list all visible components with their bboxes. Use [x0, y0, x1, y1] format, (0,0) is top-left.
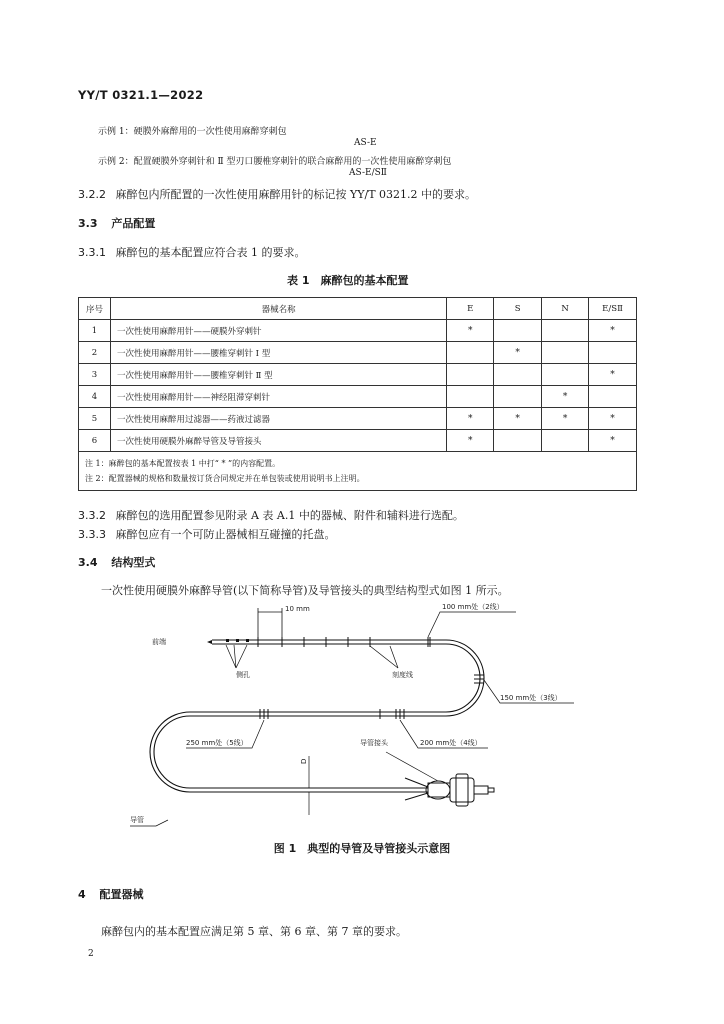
label-scale-line: 刻度线	[392, 671, 413, 679]
table-row	[79, 408, 637, 430]
catheter-outer-line	[154, 640, 484, 788]
header-s: S	[494, 298, 542, 320]
label-connector: 导管接头	[360, 739, 388, 747]
catheter-connector	[405, 774, 494, 806]
cell-n	[542, 342, 589, 364]
catheter-tube	[150, 640, 484, 792]
cell-no: 4	[79, 386, 111, 408]
label-200mm: 200 mm处（4线）	[420, 739, 482, 747]
leader-side-hole	[236, 645, 247, 668]
cell-e	[447, 386, 494, 408]
example-1-code: AS-E	[354, 138, 377, 148]
cell-e: *	[447, 430, 494, 452]
cell-n: *	[542, 386, 589, 408]
cell-no: 5	[79, 408, 111, 430]
cell-n	[542, 364, 589, 386]
clause-title: 产品配置	[111, 217, 156, 230]
label-tip: 前端	[152, 638, 166, 646]
cell-e	[447, 364, 494, 386]
cell-name: 一次性使用麻醉用针——神经阻滞穿刺针	[110, 386, 446, 408]
clause-3-3-heading	[78, 215, 155, 231]
label-150mm: 150 mm处（3线）	[500, 694, 562, 702]
label-diameter: D	[300, 758, 308, 764]
clause-number: 3.3.2	[78, 509, 106, 522]
dimension-10mm	[258, 608, 282, 638]
table-row	[79, 364, 637, 386]
cell-es: *	[589, 320, 637, 342]
section-4-paragraph: 麻醉包内的基本配置应满足第 5 章、第 6 章、第 7 章的要求。	[101, 925, 407, 938]
connector-body-line	[405, 793, 428, 800]
cell-es: *	[589, 430, 637, 452]
section-title: 配置器械	[99, 888, 144, 901]
label-side-hole: 侧孔	[236, 671, 250, 679]
cell-e: *	[447, 320, 494, 342]
label-100mm: 100 mm处（2线）	[442, 603, 504, 611]
table-row	[79, 430, 637, 452]
cell-name: 一次性使用硬膜外麻醉导管及导管接头	[110, 430, 446, 452]
table-note-1: 注 1：麻醉包的基本配置按表 1 中打“ * ”的内容配置。	[79, 452, 637, 472]
section-4-heading	[78, 886, 144, 902]
cell-no: 2	[79, 342, 111, 364]
label-catheter: 导管	[130, 816, 144, 824]
scale-marks	[258, 637, 484, 719]
connector-body	[428, 783, 450, 797]
cell-n	[542, 430, 589, 452]
cell-es: *	[589, 364, 637, 386]
clause-number: 3.3.1	[78, 246, 106, 259]
cell-es	[589, 342, 637, 364]
cell-s	[494, 320, 542, 342]
cell-no: 1	[79, 320, 111, 342]
clause-number: 3.3.3	[78, 528, 106, 541]
page-number: 2	[88, 949, 94, 959]
cell-no: 6	[79, 430, 111, 452]
label-10mm: 10 mm	[285, 605, 310, 613]
table-note-row	[79, 452, 637, 472]
table-header-row	[79, 298, 637, 320]
connector-body-line	[405, 778, 428, 787]
cell-s	[494, 430, 542, 452]
cell-e: *	[447, 408, 494, 430]
clause-3-3-3	[78, 526, 336, 542]
side-hole	[246, 639, 249, 642]
cell-s: *	[494, 408, 542, 430]
table-row	[79, 342, 637, 364]
cell-name: 一次性使用麻醉用针——硬膜外穿刺针	[110, 320, 446, 342]
clause-text: 麻醉包应有一个可防止器械相互碰撞的托盘。	[115, 528, 336, 541]
table-row	[79, 320, 637, 342]
header-es: E/SⅡ	[589, 298, 637, 320]
table-caption: 表 1 麻醉包的基本配置	[287, 274, 409, 287]
clause-text: 麻醉包内所配置的一次性使用麻醉用针的标记按 YY/T 0321.2 中的要求。	[115, 188, 477, 201]
connector-cap	[450, 778, 474, 802]
table-note-2: 注 2：配置器械的规格和数量按订货合同规定并在单包装或使用说明书上注明。	[79, 471, 637, 491]
header-e: E	[447, 298, 494, 320]
figure-caption: 图 1 典型的导管及导管接头示意图	[273, 842, 451, 855]
header-n: N	[542, 298, 589, 320]
side-hole	[226, 639, 229, 642]
clause-number: 3.2.2	[78, 188, 106, 201]
table-row	[79, 386, 637, 408]
cell-no: 3	[79, 364, 111, 386]
cell-name: 一次性使用麻醉用针——腰椎穿刺针 Ⅰ 型	[110, 342, 446, 364]
cell-s: *	[494, 342, 542, 364]
cell-s	[494, 386, 542, 408]
side-hole	[236, 639, 239, 642]
catheter-diagram	[0, 595, 724, 835]
header-no: 序号	[79, 298, 111, 320]
clause-3-3-2	[78, 507, 464, 523]
cell-e	[447, 342, 494, 364]
leader-100mm	[428, 612, 516, 637]
section-number: 4	[78, 888, 86, 901]
config-table	[78, 297, 637, 491]
label-250mm: 250 mm处（5线）	[186, 739, 248, 747]
example-2-code: AS-E/SⅡ	[349, 168, 387, 178]
catheter-tip	[207, 640, 212, 644]
cell-s	[494, 364, 542, 386]
clause-text: 麻醉包的选用配置参见附录 A 表 A.1 中的器械、附件和辅料进行选配。	[115, 509, 464, 522]
catheter-inner-line	[150, 644, 480, 792]
cell-n: *	[542, 408, 589, 430]
cell-name: 一次性使用麻醉用过滤器——药液过滤器	[110, 408, 446, 430]
clause-3-2-2	[78, 186, 476, 202]
example-1-text: 示例 1：硬膜外麻醉用的一次性使用麻醉穿刺包	[98, 127, 287, 137]
connector-luer	[474, 786, 488, 794]
standard-number: YY/T 0321.1—2022	[78, 88, 204, 102]
table-note-row	[79, 471, 637, 491]
header-name: 器械名称	[110, 298, 446, 320]
connector-nut	[456, 774, 468, 806]
clause-text: 麻醉包的基本配置应符合表 1 的要求。	[115, 246, 306, 259]
cell-n	[542, 320, 589, 342]
leader-connector	[386, 752, 438, 781]
cell-es	[589, 386, 637, 408]
clause-title: 结构型式	[111, 556, 156, 569]
cell-es: *	[589, 408, 637, 430]
clause-number: 3.4	[78, 556, 98, 569]
clause-3-4-heading	[78, 554, 155, 570]
clause-3-4-paragraph: 一次性使用硬膜外麻醉导管(以下简称导管)及导管接头的典型结构型式如图 1 所示。	[101, 584, 509, 597]
cell-name: 一次性使用麻醉用针——腰椎穿刺针 Ⅱ 型	[110, 364, 446, 386]
connector-tip	[488, 788, 494, 792]
connector-grip	[426, 781, 450, 799]
example-2-text: 示例 2：配置硬膜外穿刺针和 Ⅱ 型刃口腰椎穿刺针的联合麻醉用的一次性使用麻醉穿刺包	[98, 157, 452, 167]
clause-3-3-1	[78, 244, 306, 260]
clause-number: 3.3	[78, 217, 98, 230]
